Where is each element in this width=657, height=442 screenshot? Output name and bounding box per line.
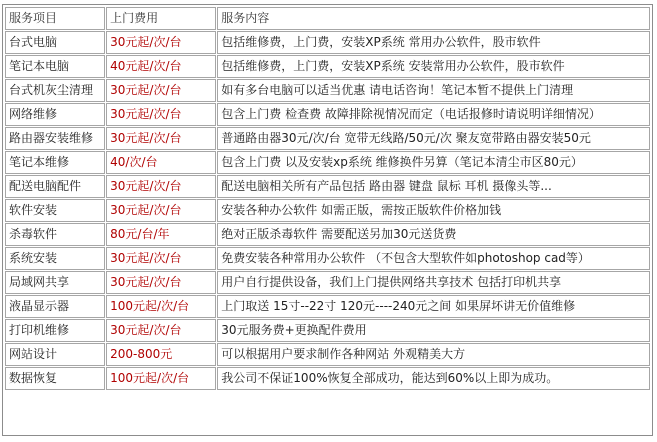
fee-cell: 80元/台/年 (106, 223, 216, 246)
service-item-cell: 打印机维修 (5, 319, 105, 342)
table-header-row (5, 7, 650, 30)
service-content-cell: 配送电脑相关所有产品包括 路由器 键盘 鼠标 耳机 摄像头等... (217, 175, 650, 198)
fee-cell: 100元起/次/台 (106, 367, 216, 390)
fee-cell: 200-800元 (106, 343, 216, 366)
service-content-cell: 用户自行提供设备，我们上门提供网络共享技术 包括打印机共享 (217, 271, 650, 294)
service-content-cell: 免费安装各种常用办公软件 （不包含大型软件如photoshop cad等） (217, 247, 650, 270)
service-item-cell: 笔记本电脑 (5, 55, 105, 78)
fee-cell: 30元起/次/台 (106, 31, 216, 54)
table-row (5, 55, 650, 78)
service-item-cell: 台式电脑 (5, 31, 105, 54)
table-row (5, 31, 650, 54)
fee-cell: 40/次/台 (106, 151, 216, 174)
service-price-table (4, 6, 651, 391)
fee-cell: 30元起/次/台 (106, 175, 216, 198)
service-content-cell: 我公司不保证100%恢复全部成功，能达到60%以上即为成功。 (217, 367, 650, 390)
service-content-cell: 包括维修费，上门费，安装XP系统 常用办公软件，股市软件 (217, 31, 650, 54)
table-row (5, 79, 650, 102)
service-item-cell: 数据恢复 (5, 367, 105, 390)
service-content-cell: 包含上门费 以及安装xp系统 维修换件另算（笔记本清尘市区80元） (217, 151, 650, 174)
service-content-cell: 上门取送 15寸--22寸 120元----240元之间 如果屏坏讲无价值维修 (217, 295, 650, 318)
header-fee: 上门费用 (106, 7, 216, 30)
service-item-cell: 液晶显示器 (5, 295, 105, 318)
fee-cell: 30元起/次/台 (106, 79, 216, 102)
fee-cell: 30元起/次/台 (106, 127, 216, 150)
table-row (5, 367, 650, 390)
service-item-cell: 网络维修 (5, 103, 105, 126)
table-row (5, 223, 650, 246)
service-item-cell: 配送电脑配件 (5, 175, 105, 198)
fee-cell: 30元起/次/台 (106, 271, 216, 294)
table-row (5, 103, 650, 126)
fee-cell: 100元起/次/台 (106, 295, 216, 318)
service-content-cell: 30元服务费+更换配件费用 (217, 319, 650, 342)
table-row (5, 343, 650, 366)
fee-cell: 40元起/次/台 (106, 55, 216, 78)
service-content-cell: 普通路由器30元/次/台 宽带无线路/50元/次 聚友宽带路由器安装50元 (217, 127, 650, 150)
header-content: 服务内容 (217, 7, 650, 30)
service-content-cell: 安装各种办公软件 如需正版，需按正版软件价格加钱 (217, 199, 650, 222)
service-content-cell: 可以根据用户要求制作各种网站 外观精美大方 (217, 343, 650, 366)
service-item-cell: 台式机灰尘清理 (5, 79, 105, 102)
service-item-cell: 系统安装 (5, 247, 105, 270)
service-item-cell: 局域网共享 (5, 271, 105, 294)
fee-cell: 30元起/次/台 (106, 199, 216, 222)
service-content-cell: 包含上门费 检查费 故障排除视情况而定（电话报修时请说明详细情况） (217, 103, 650, 126)
service-content-cell: 绝对正版杀毒软件 需要配送另加30元送货费 (217, 223, 650, 246)
table-row (5, 295, 650, 318)
service-content-cell: 如有多台电脑可以适当优惠 请电话咨询！笔记本暂不提供上门清理 (217, 79, 650, 102)
header-item: 服务项目 (5, 7, 105, 30)
table-row (5, 151, 650, 174)
table-row (5, 271, 650, 294)
table-row (5, 175, 650, 198)
fee-cell: 30元起/次/台 (106, 247, 216, 270)
table-row (5, 247, 650, 270)
service-item-cell: 路由器安装维修 (5, 127, 105, 150)
table-row (5, 127, 650, 150)
service-item-cell: 软件安装 (5, 199, 105, 222)
fee-cell: 30元起/次/台 (106, 319, 216, 342)
table-row (5, 319, 650, 342)
service-content-cell: 包括维修费，上门费，安装XP系统 安装常用办公软件，股市软件 (217, 55, 650, 78)
fee-cell: 30元起/次/台 (106, 103, 216, 126)
service-item-cell: 笔记本维修 (5, 151, 105, 174)
service-item-cell: 网站设计 (5, 343, 105, 366)
service-item-cell: 杀毒软件 (5, 223, 105, 246)
table-row (5, 199, 650, 222)
